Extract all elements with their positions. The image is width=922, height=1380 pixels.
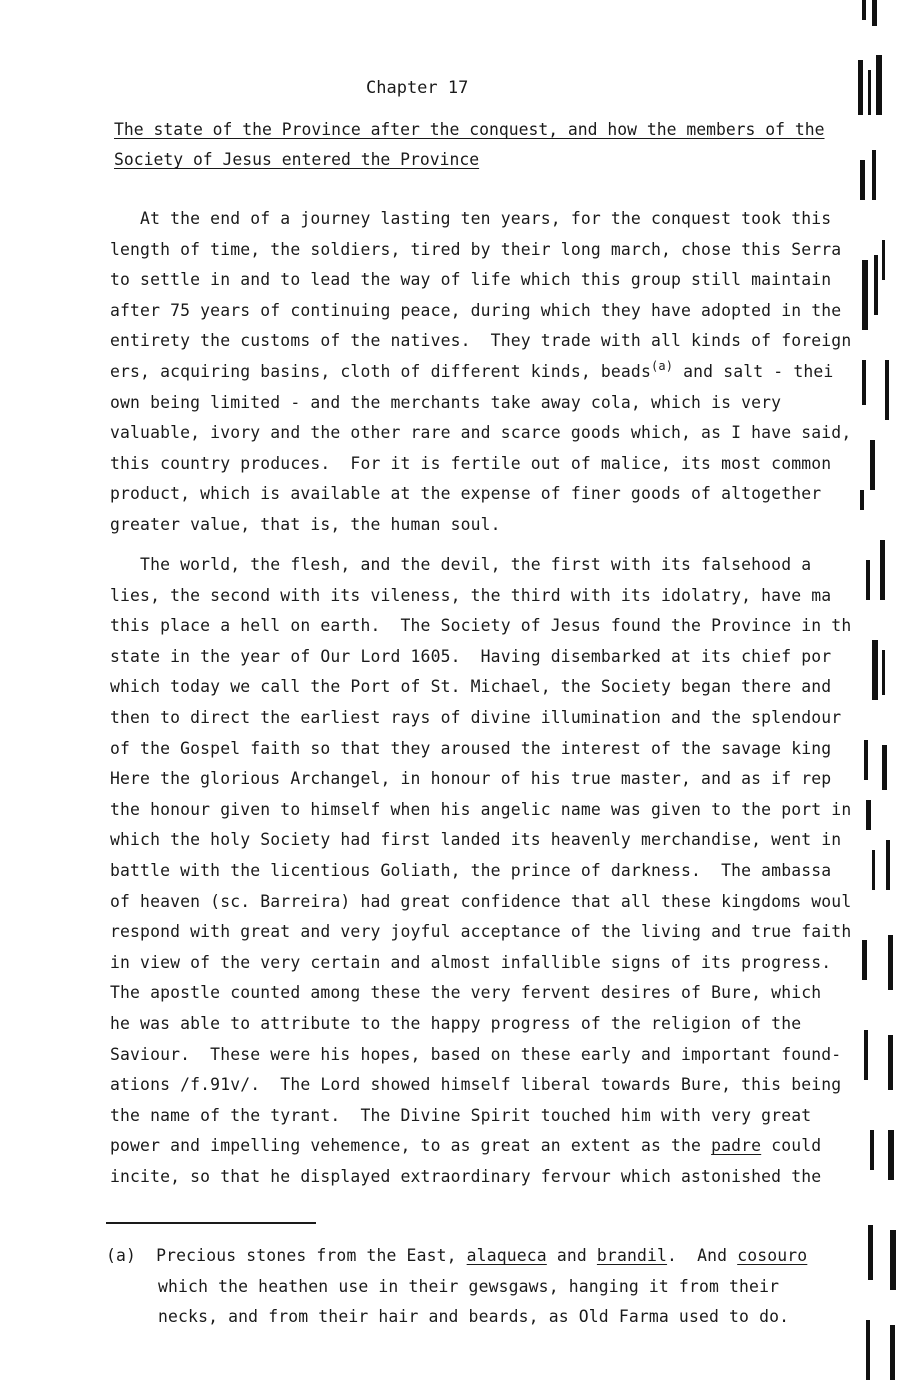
text-line: entirety the customs of the natives. They trade with all kinds of foreign	[110, 331, 852, 351]
text-line: to settle in and to lead the way of life which this group still maintain	[110, 270, 832, 290]
text-line: The world, the flesh, and the devil, the first with its falsehood a	[110, 555, 812, 574]
text-line: which the holy Society had first landed its heavenly merchandise, went in	[110, 830, 842, 850]
text-line: of heaven (sc. Barreira) had great confidence that all these kingdoms woul	[110, 891, 852, 911]
text-line: this country produces. For it is fertile out of malice, its most common	[110, 453, 832, 473]
text-line: he was able to attribute to the happy progress of the religion of the	[110, 1013, 802, 1033]
chapter-number: Chapter 17	[366, 78, 469, 98]
heading-line: Society of Jesus entered the Province	[114, 150, 480, 169]
text-segment: Precious stones from the East,	[136, 1246, 467, 1265]
text-line: the name of the tyrant. The Divine Spirit touched him with very great	[110, 1105, 812, 1125]
underlined-term: alaqueca	[466, 1246, 547, 1265]
paragraph-2	[110, 550, 851, 1192]
text-line: after 75 years of continuing peace, during which they have adopted in the	[110, 300, 842, 320]
footnote	[106, 1241, 807, 1333]
text-segment: power and impelling vehemence, to as great an extent as the	[110, 1136, 712, 1156]
text-line: ations /f.91v/. The Lord showed himself liberal towards Bure, this being	[110, 1075, 842, 1095]
text-line	[110, 357, 851, 388]
text-line: the honour given to himself when his angelic name was given to the port in	[110, 799, 852, 819]
footnote-line	[106, 1241, 807, 1272]
text-segment: ers, acquiring basins, cloth of different kinds, beads	[110, 361, 651, 381]
text-line: of the Gospel faith so that they aroused the interest of the savage king	[110, 738, 832, 758]
chapter-heading	[114, 115, 825, 175]
footnote-separator	[106, 1222, 316, 1224]
text-line: state in the year of Our Lord 1605. Having disembarked at its chief por	[110, 646, 832, 666]
text-line: which today we call the Port of St. Michael, the Society began there and	[110, 677, 832, 697]
heading-line: The state of the Province after the conquest, and how the members of the	[114, 120, 825, 139]
footnote-reference: (a)	[650, 358, 674, 373]
text-line: greater value, that is, the human soul.	[110, 514, 501, 534]
paragraph-1	[110, 204, 851, 541]
text-line: product, which is available at the expense of finer goods of altogether	[110, 484, 822, 504]
text-line: battle with the licentious Goliath, the prince of darkness. The ambassa	[110, 860, 832, 880]
scan-edge-artifact	[852, 0, 922, 1380]
text-line: this place a hell on earth. The Society of Jesus found the Province in th	[110, 616, 852, 636]
text-segment: and	[546, 1246, 597, 1265]
footnote-line: necks, and from their hair and beards, as Old Farma used to do.	[158, 1307, 790, 1326]
footnote-label: (a)	[106, 1246, 137, 1265]
text-segment: could	[761, 1136, 822, 1156]
text-segment: . And	[667, 1246, 738, 1265]
footnote-line: which the heathen use in their gewsgaws, hanging it from their	[158, 1276, 780, 1296]
underlined-term: cosouro	[737, 1246, 808, 1265]
text-line: The apostle counted among these the very fervent desires of Bure, which	[110, 983, 822, 1003]
text-line: valuable, ivory and the other rare and scarce goods which, as I have said,	[110, 423, 852, 443]
text-line: own being limited - and the merchants take away cola, which is very	[110, 392, 782, 412]
text-line	[110, 1131, 851, 1162]
text-line: At the end of a journey lasting ten years, for the conquest took this	[110, 209, 832, 228]
text-line: length of time, the soldiers, tired by their long march, chose this Serra	[110, 239, 842, 259]
text-line: lies, the second with its vileness, the third with its idolatry, have ma	[110, 585, 832, 605]
text-line: Saviour. These were his hopes, based on these early and important found-	[110, 1044, 842, 1064]
underlined-term: padre	[711, 1136, 762, 1156]
underlined-term: brandil	[596, 1246, 668, 1265]
text-line: then to direct the earliest rays of divine illumination and the splendour	[110, 707, 842, 727]
text-line: respond with great and very joyful acceptance of the living and true faith	[110, 922, 852, 942]
text-line: Here the glorious Archangel, in honour of his true master, and as if rep	[110, 769, 832, 789]
text-line: in view of the very certain and almost infallible signs of its progress.	[110, 952, 832, 972]
text-line: incite, so that he displayed extraordinary fervour which astonished the	[110, 1166, 822, 1186]
text-segment: and salt - thei	[673, 361, 834, 381]
